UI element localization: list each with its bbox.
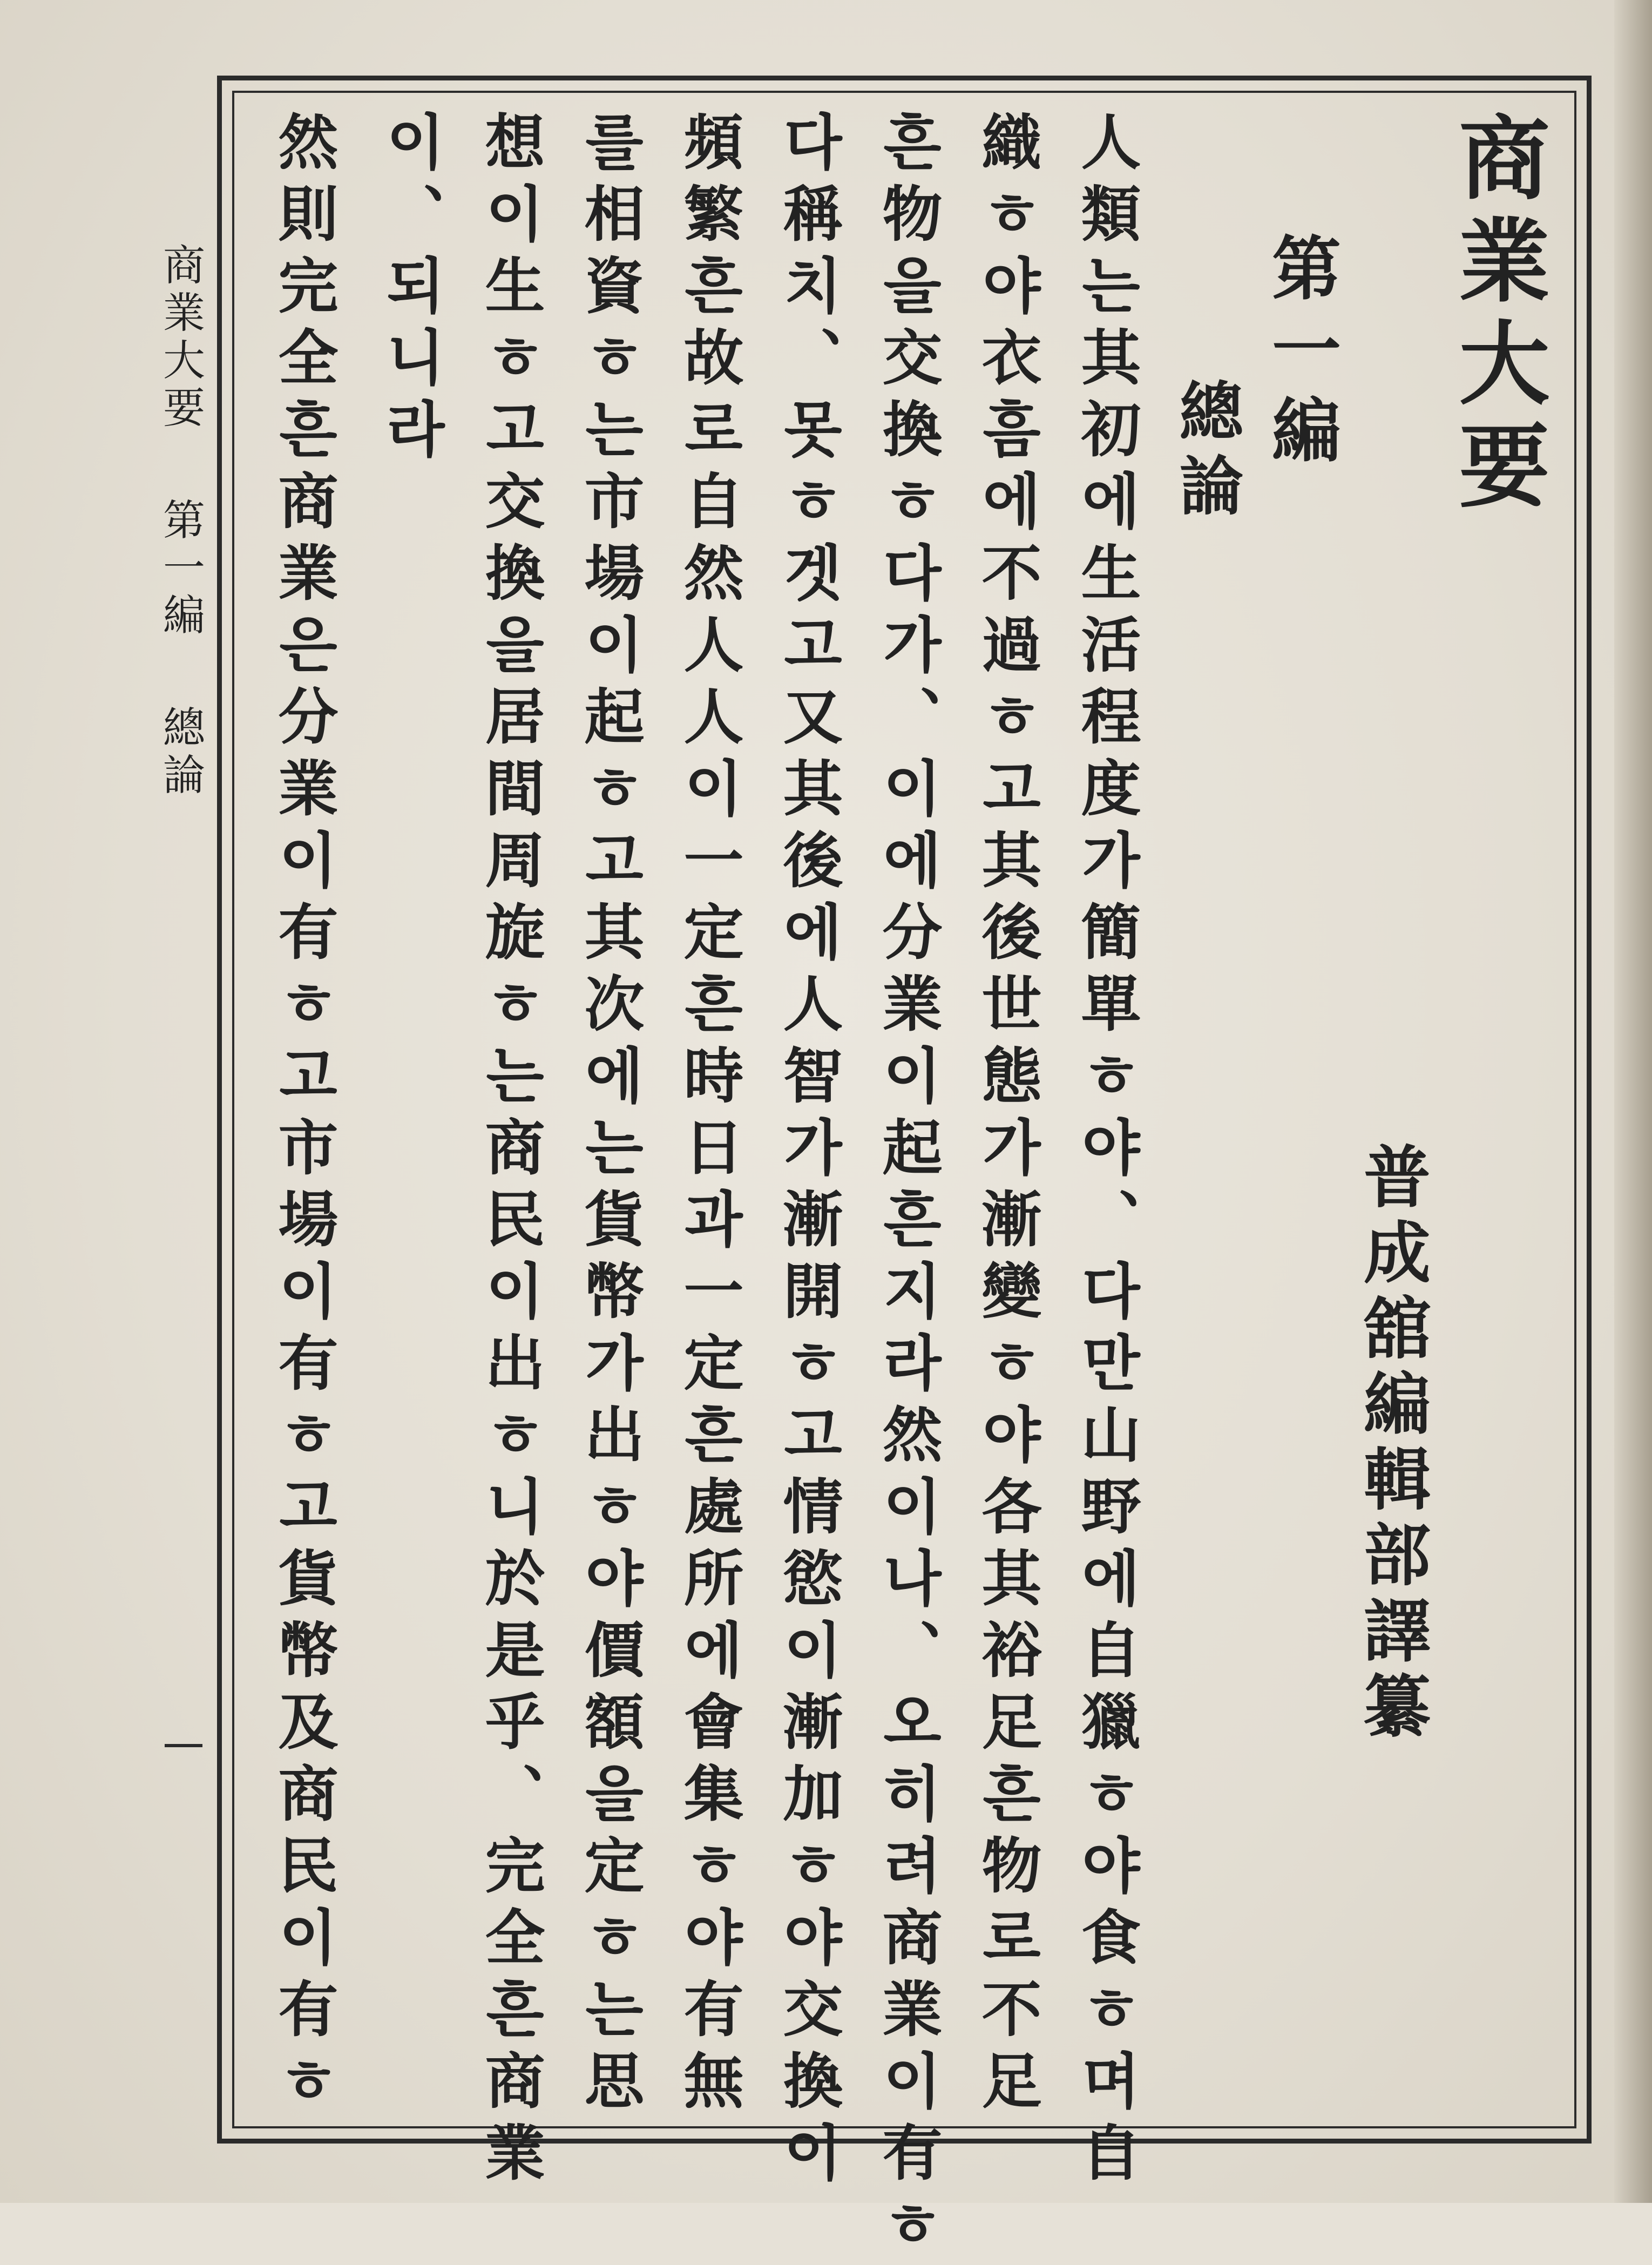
body-text-column-3: 흔物을交換ㅎ다가、이에分業이起흔지라然이나、오히려商業이有ㅎ <box>872 111 942 2265</box>
body-text-column-1: 人類는其初에生活程度가簡單ㅎ야、다만山野에自獵ㅎ야食ㅎ며自 <box>1071 111 1141 2193</box>
body-text-column-5: 頻繁흔故로自然人人이一定흔時日과一定흔處所에會集ㅎ야有無 <box>673 111 743 2121</box>
body-text-column-7: 想이生ㅎ고交換을居間周旋ㅎ는商民이出ㅎ니於是乎、完全흔商業 <box>475 111 545 2193</box>
body-text-column-4: 다稱치、못ㅎ겟고又其後에人智가漸開ㅎ고情慾이漸加ㅎ야交換이 <box>773 111 843 2193</box>
running-header-section: 總論 <box>156 705 205 800</box>
running-header-title: 商業大要 <box>156 243 205 433</box>
page-number <box>165 1744 202 1747</box>
body-text-column-8: 이、되니라 <box>375 111 445 470</box>
book-title: 商業大要 <box>1444 111 1551 521</box>
body-text-column-9: 然則完全흔商業은分業이有ㅎ고市場이有ㅎ고貨幣及商民이有ㅎ <box>268 111 338 2121</box>
body-text-column-6: 를相資ㅎ는市場이起ㅎ고其次에는貨幣가出ㅎ야價額을定ㅎ는思 <box>574 111 644 2121</box>
editor-credit: 普成舘編輯部譯纂 <box>1352 1142 1431 1747</box>
section-heading: 總論 <box>1169 378 1244 527</box>
body-text-column-2: 織ㅎ야衣흠에不過ㅎ고其後世態가漸變ㅎ야各其裕足흔物로不足 <box>971 111 1041 2121</box>
chapter-heading: 第一編 <box>1260 232 1341 475</box>
running-header-chapter: 第一編 <box>156 498 205 640</box>
running-header <box>156 243 205 800</box>
page-gutter-shadow <box>1614 0 1652 2203</box>
